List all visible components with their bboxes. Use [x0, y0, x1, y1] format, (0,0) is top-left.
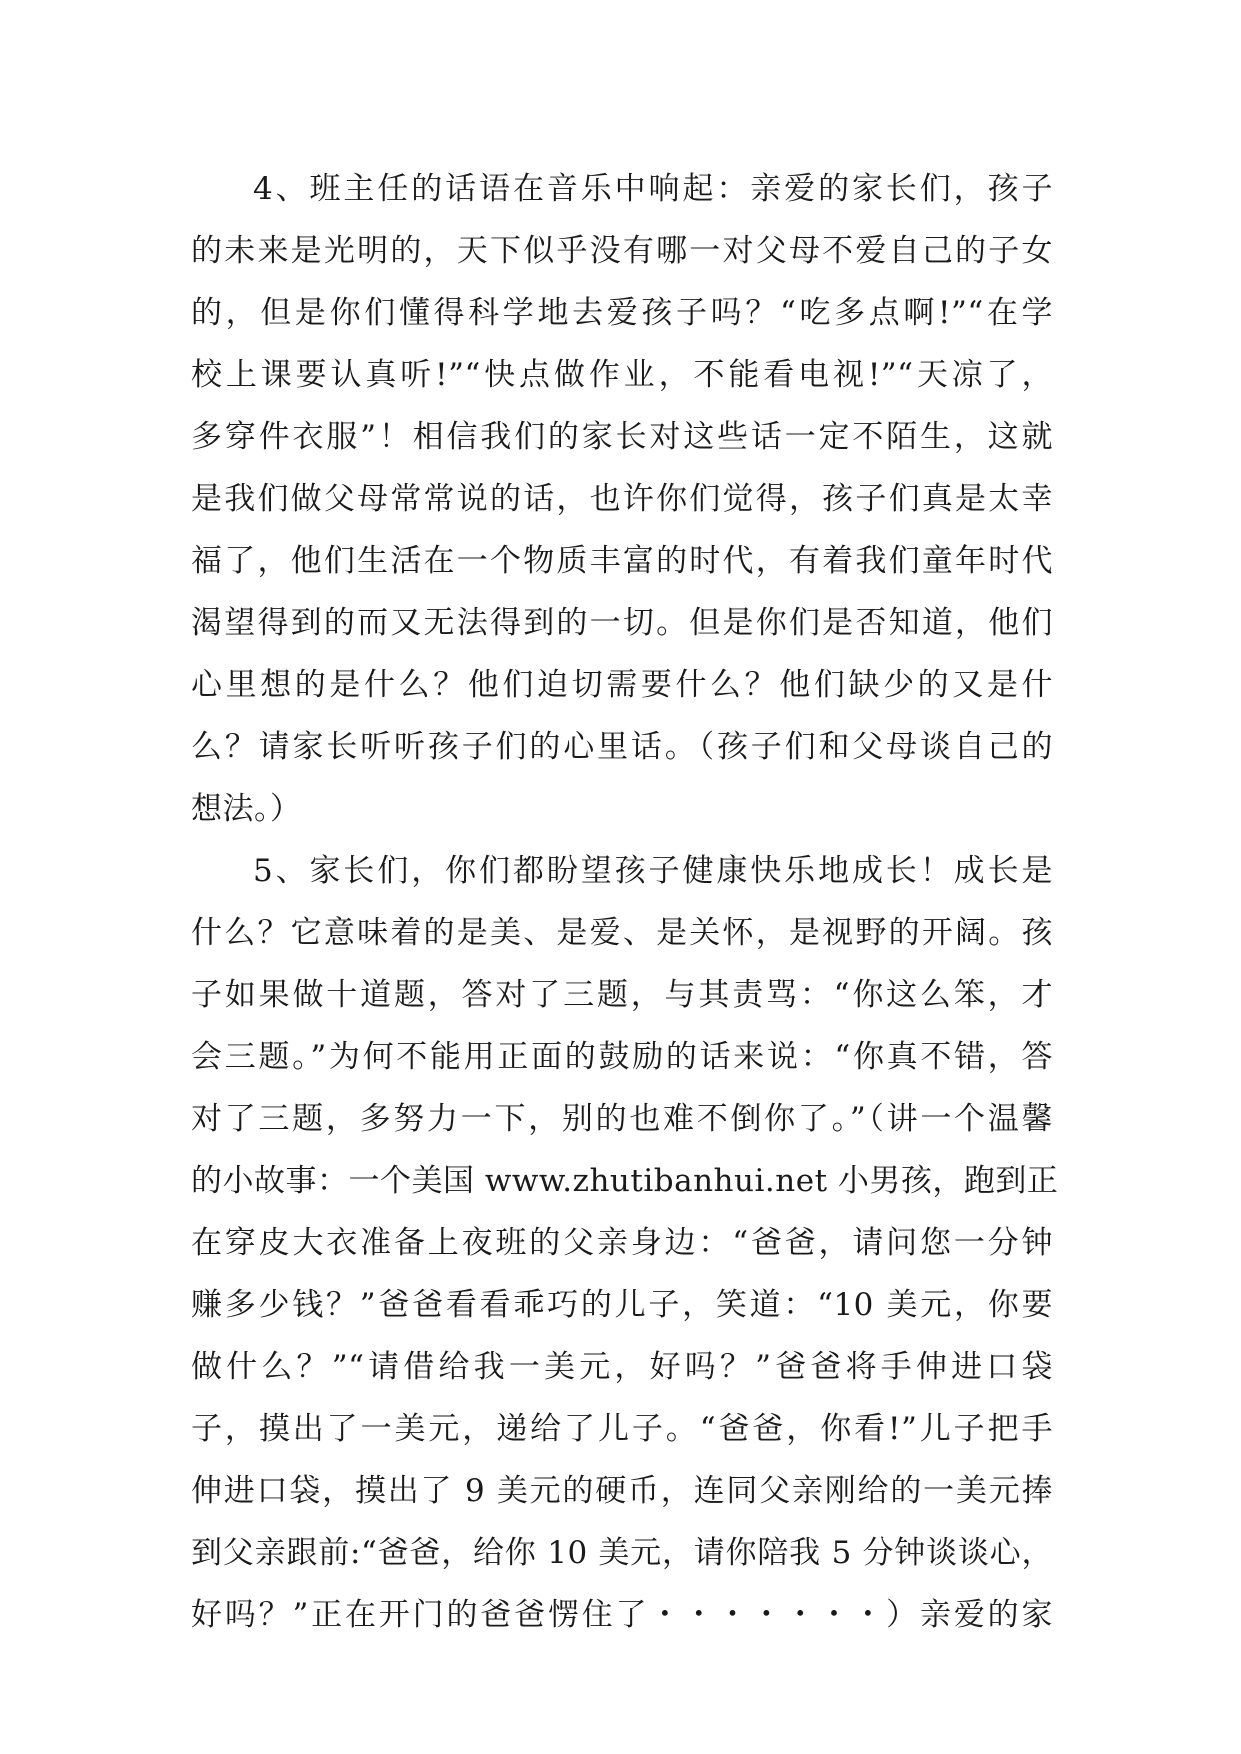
- text-line: 子，摸出了一美元，递给了儿子。“爸爸，你看!”儿子把手: [191, 1411, 1053, 1447]
- text-line: 渴望得到的而又无法得到的一切。但是你们是否知道，他们: [191, 605, 1053, 641]
- text-line: 在穿皮大衣准备上夜班的父亲身边：“爸爸，请问您一分钟: [191, 1225, 1053, 1261]
- text-line: 好吗？”正在开门的爸爸愣住了・・・・・・・）亲爱的家: [191, 1597, 1053, 1633]
- text-line: 么？请家长听听孩子们的心里话。（孩子们和父母谈自己的: [191, 729, 1053, 765]
- text-line: 福了，他们生活在一个物质丰富的时代，有着我们童年时代: [191, 543, 1053, 579]
- paragraph-5: [191, 840, 1059, 1646]
- text-line: 心里想的是什么？他们迫切需要什么？他们缺少的又是什: [191, 667, 1053, 703]
- text-line: 多穿件衣服”！相信我们的家长对这些话一定不陌生，这就: [191, 419, 1053, 455]
- text-line: 想法。）: [191, 791, 302, 827]
- text-line: 伸进口袋，摸出了 9 美元的硬币，连同父亲刚给的一美元捧: [191, 1473, 1053, 1509]
- text-line: 是我们做父母常常说的话，也许你们觉得，孩子们真是太幸: [191, 481, 1053, 517]
- text-line: 对了三题，多努力一下，别的也难不倒你了。”（讲一个温馨: [191, 1101, 1053, 1137]
- document-page: [191, 158, 1059, 1646]
- paragraph-4: [191, 158, 1053, 840]
- text-line: 会三题。”为何不能用正面的鼓励的话来说：“你真不错，答: [191, 1039, 1053, 1075]
- text-line: 什么？它意味着的是美、是爱、是关怀，是视野的开阔。孩: [191, 915, 1053, 951]
- text-line: 校上课要认真听!”“快点做作业，不能看电视!”“天凉了，: [191, 357, 1053, 393]
- text-line: 的，但是你们懂得科学地去爱孩子吗？“吃多点啊!”“在学: [191, 295, 1053, 331]
- text-line: 5、家长们，你们都盼望孩子健康快乐地成长！成长是: [253, 853, 1053, 889]
- text-line: 子如果做十道题，答对了三题，与其责骂：“你这么笨，才: [191, 977, 1053, 1013]
- text-line: 4、班主任的话语在音乐中响起：亲爱的家长们，孩子: [253, 171, 1053, 207]
- text-line: 的未来是光明的，天下似乎没有哪一对父母不爱自己的子女: [191, 233, 1053, 269]
- text-line: 到父亲跟前:“爸爸，给你 10 美元，请你陪我 5 分钟谈谈心，: [191, 1535, 1053, 1571]
- text-line: 做什么？”“请借给我一美元，好吗？”爸爸将手伸进口袋: [191, 1349, 1053, 1385]
- text-line: 的小故事：一个美国 www.zhutibanhui.net 小男孩，跑到正: [191, 1163, 1059, 1199]
- text-line: 赚多少钱？”爸爸看看乖巧的儿子，笑道：“10 美元，你要: [191, 1287, 1053, 1323]
